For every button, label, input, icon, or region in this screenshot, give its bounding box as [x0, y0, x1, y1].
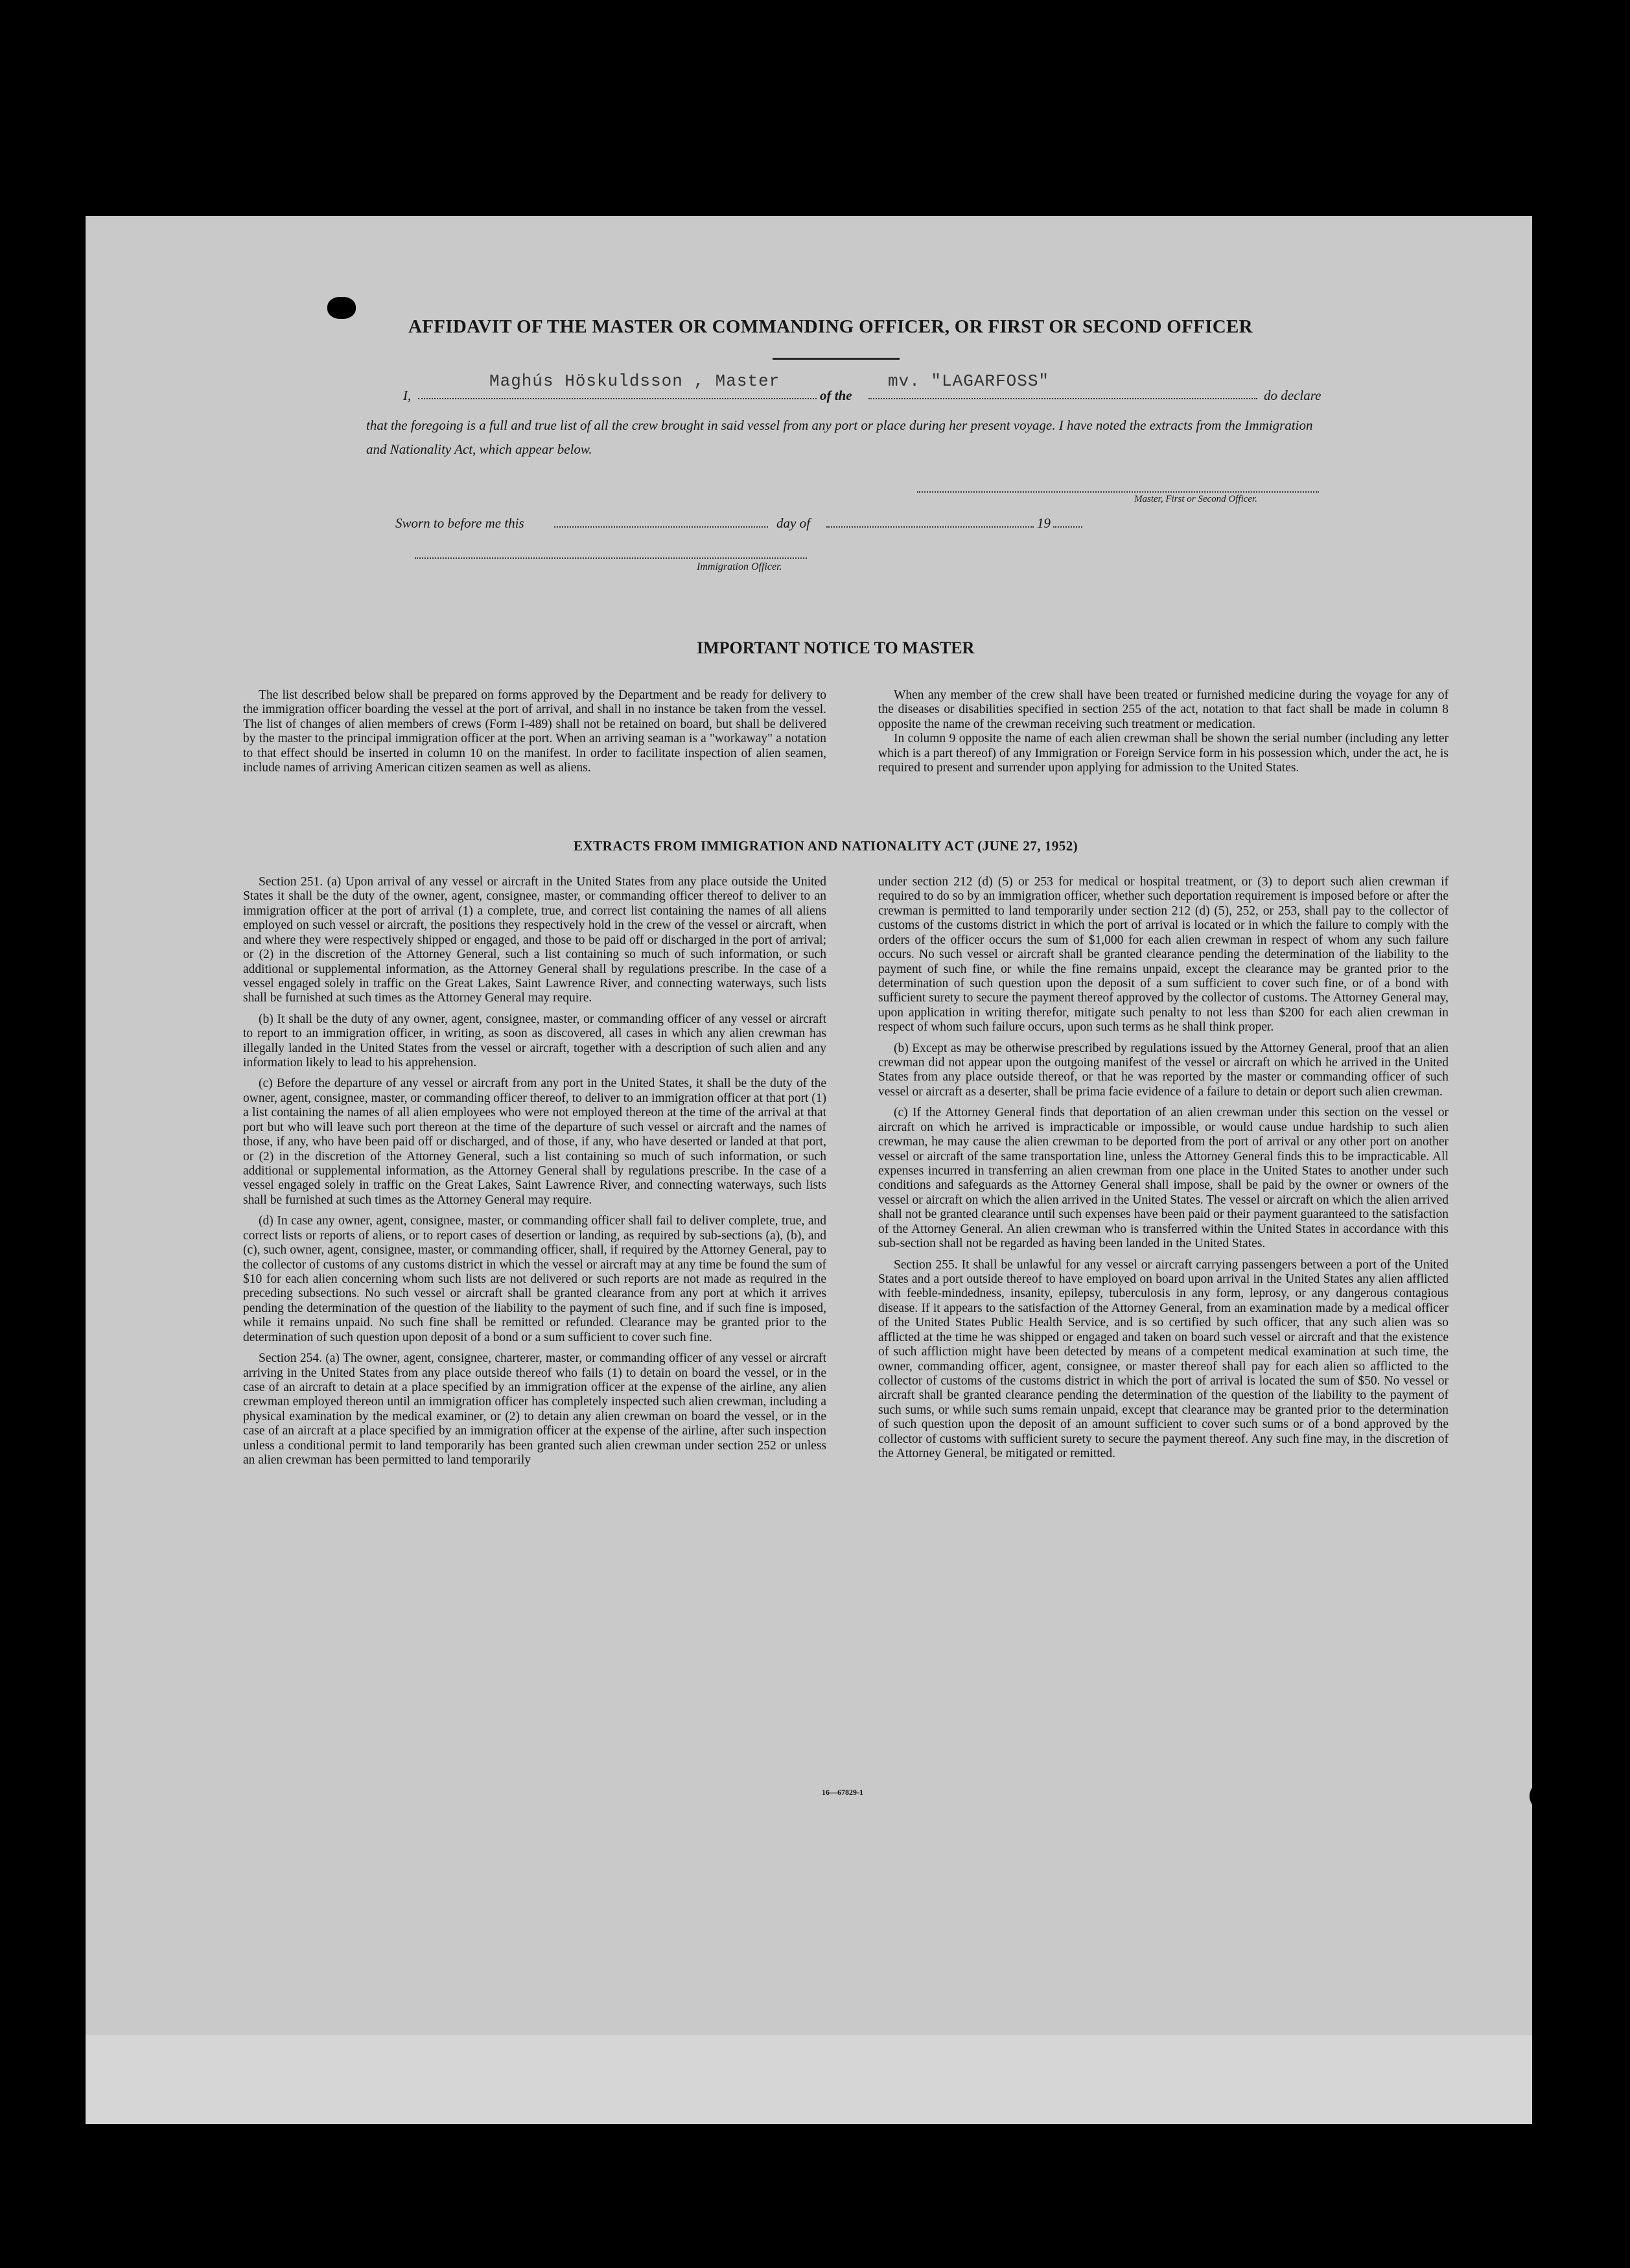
notice-right-column — [878, 688, 1449, 782]
sworn-year-line — [1053, 526, 1082, 528]
extracts-title: EXTRACTS FROM IMMIGRATION AND NATIONALITY ACT (JUNE 27, 1952) — [574, 838, 1078, 854]
vessel-line — [868, 398, 1257, 399]
i-label: I, — [403, 388, 412, 403]
punch-hole-5 — [1541, 1256, 1570, 1286]
day-of-label: day of — [776, 515, 810, 531]
master-signature-label: Master, First or Second Officer. — [1134, 494, 1257, 504]
vessel-name-value: mv. "LAGARFOSS" — [888, 371, 1050, 391]
master-signature-line — [917, 491, 1319, 493]
section-paragraph: Section 254. (a) The owner, agent, consignee, charterer, master, or commanding officer of any vessel or aircraft arriving in the United States from any place outside thereof who fails (1) to detain on board the vessel, or in the case of an aircraft to detain at a place specified by an immigration officer at the expense of the airline, any alien crewman employed thereon until an immigration officer has completely inspected such alien crewman, including a physical examination by the medical examiner, or (2) to detain any alien crewman on board the vessel, or in the case of an aircraft at a place specified by an immigration officer at the expense of the airline, after such inspection unless a conditional permit to land temporarily has been granted such alien crewman under section 252 or unless an alien crewman has been permitted to land temporarily — [243, 1351, 826, 1467]
extracts-left-column — [243, 875, 826, 1474]
section-paragraph: Section 255. It shall be unlawful for any vessel or aircraft carrying passengers between a port of the United States and a port outside thereof to have employed on board upon arrival in the United States any alien afflicted with feeble-mindedness, insanity, epilepsy, tuberculosis in any form, leprosy, or any dangerous contagious disease. If it appears to the satisfaction of the Attorney General, from an examination made by a medical officer of the United States Public Health Service, and is so certified by such officer, that any such alien was so afflicted at the time he was shipped or engaged and taken on board such vessel or aircraft and that the existence of such affliction might have been detected by means of a competent medical examination at such time, the owner, commanding officer, agent, consignee, or master thereof shall pay for each alien so afflicted to the collector of customs of the customs district in which the port of arrival is located the sum of $50. No vessel or aircraft shall be granted clearance pending the determination of the question of the liability to the payment of such sums, or while such sums remain unpaid, except that clearance may be granted prior to the determination of such question upon the deposit of an amount sufficient to cover such sums or of a bond approved by the collector of customs with sufficient surety to secure the payment thereof. Any such fine may, in the discretion of the Attorney General, be mitigated or remitted. — [878, 1257, 1449, 1461]
form-number: 16—67829-1 — [822, 1788, 863, 1797]
page-bottom-strip — [86, 2035, 1532, 2124]
sworn-month-line — [826, 526, 1034, 528]
punch-hole-8 — [1530, 1781, 1559, 1811]
extracts-right-column — [878, 875, 1449, 1467]
officer-label: Immigration Officer. — [697, 561, 782, 572]
officer-signature-line — [415, 557, 807, 559]
punch-hole-6 — [1541, 1433, 1570, 1463]
of-the-label: of the — [820, 388, 852, 403]
section-paragraph: (b) Except as may be otherwise prescribed by regulations issued by the Attorney General, proof that an alien crewman did not appear upon the outgoing manifest of the vessel or aircraft on which he arrived in the United States from any place outside thereof, or that he was reported by the master or commanding officer of such vessel or aircraft as a deserter, shall be prima facie evidence of a failure to detain or deport such alien crewman. — [878, 1041, 1449, 1099]
notice-left-column — [243, 688, 826, 782]
notice-paragraph: When any member of the crew shall have been treated or furnished medicine during the voyage for any of the diseases or disabilities specified in section 255 of the act, notation to that fact shall be made in column 8 opposite the name of the crewman receiving such treatment or medication. — [878, 688, 1449, 731]
section-paragraph: (c) If the Attorney General finds that deportation of an alien crewman under this section on the vessel or aircraft on which he arrived is impracticable or impossible, or would cause undue hardship to such alien crewman, he may cause the alien crewman to be deported from the port of arrival or any other port on another vessel or aircraft of the same transportation line, unless the Attorney General finds this to be impracticable. All expenses incurred in transferring an alien crewman from one place in the United States to another under such conditions and safeguards as the Attorney General shall impose, shall be paid by the owner or owners of the vessel or aircraft on which the alien arrived in the United States. The vessel or aircraft on which the alien arrived shall not be granted clearance until such expenses have been paid or their payment guaranteed to the satisfaction of the Attorney General. An alien crewman who is transferred within the United States in accordance with this sub-section shall not be regarded as having been landed in the United States. — [878, 1106, 1449, 1251]
name-line — [418, 398, 817, 399]
punch-hole-4 — [1541, 821, 1570, 850]
punch-hole-9 — [1549, 1808, 1579, 1838]
sworn-label: Sworn to before me this — [395, 515, 524, 531]
section-paragraph: under section 212 (d) (5) or 253 for medical or hospital treatment, or (3) to deport such alien crewman if required to do so by an immigration officer, whether such deportation requirement is imposed before or after the crewman is permitted to land temporarily under section 212 (d) (5), 252, or 253, shall pay to the collector of customs of the customs district in which the port of arrival is located or in which the failure to comply with the orders of the officer occurs the sum of $1,000 for each alien crewman in respect of whom any such failure occurs. No such vessel or aircraft shall be granted clearance pending the determination of the liability to the payment of such fine, or while the fine remains unpaid, except the clearance may be granted prior to the determination of such question upon the deposit of a sum sufficient to cover such fine, or of a bond with sufficient surety to secure the payment thereof approved by the collector of customs. The Attorney General may, upon application in writing therefor, mitigate such penalty to not less than $200 for each alien crewman in respect of whom such failure occurs, upon such terms as he shall think proper. — [878, 875, 1449, 1035]
ink-blot — [327, 297, 356, 319]
section-paragraph: (b) It shall be the duty of any owner, agent, consignee, master, or commanding officer of any vessel or aircraft to report to an immigration officer, in writing, as soon as discovered, all cases in which any alien crewman has illegally landed in the United States from the vessel or aircraft, together with a description of such alien and any information likely to lead to his apprehension. — [243, 1012, 826, 1070]
notice-paragraph: In column 9 opposite the name of each alien crewman shall be shown the serial number (including any letter which is a part thereof) of any Immigration or Foreign Service form in his possession which, under the act, he is required to present and surrender upon applying for admission to the United States. — [878, 732, 1449, 775]
title-rule — [773, 358, 900, 360]
punch-hole-2 — [1541, 455, 1570, 485]
punch-hole-1 — [1541, 368, 1570, 398]
affidavit-title: AFFIDAVIT OF THE MASTER OR COMMANDING OFFICER, OR FIRST OR SECOND OFFICER — [408, 316, 1253, 337]
declaration-text: that the foregoing is a full and true list of all the crew brought in said vessel from any port or place during her present voyage. I have noted the extracts from the Immigration and Nationality Act, which appear below. — [366, 417, 1313, 457]
section-paragraph: Section 251. (a) Upon arrival of any vessel or aircraft in the United States from any place outside the United States it shall be the duty of the owner, agent, consignee, master, or commanding officer thereof to deliver to an immigration officer at the port of arrival (1) a complete, true, and correct list containing the names of all aliens employed on such vessel or aircraft, the positions they respectively hold in the crew of the vessel or aircraft, when and where they were respectively shipped or engaged, and those to be paid off or discharged in the port of arrival; or (2) in the discretion of the Attorney General, such a list containing so much of such information, or such additional or supplemental information, as the Attorney General shall by regulations prescribe. In the case of a vessel engaged solely in traffic on the Great Lakes, Saint Lawrence River, and connecting waterways, such lists shall be furnished at such times as the Attorney General may require. — [243, 875, 826, 1005]
punch-hole-3 — [1538, 729, 1568, 759]
notice-paragraph: The list described below shall be prepared on forms approved by the Department and be ready for delivery to the immigration officer boarding the vessel at the port of arrival, and shall in no instance be taken from the vessel. The list of changes of alien members of crews (Form I-489) shall not be retained on board, but shall be delivered by the master to the principal immigration officer at the port. When an arriving seaman is a "workaway" a notation to that effect should be inserted in column 10 on the manifest. In order to facilitate inspection of alien seamen, include names of arriving American citizen seamen as well as aliens. — [243, 688, 826, 775]
section-paragraph: (d) In case any owner, agent, consignee, master, or commanding officer shall fail to deliver complete, true, and correct lists or reports of aliens, or to report cases of desertion or landing, as required by sub-sections (a), (b), and (c), such owner, agent, consignee, master, or commanding officer, shall, if required by the Attorney General, pay to the collector of customs of any customs district in which the vessel or aircraft may at any time be found the sum of $10 for each alien concerning whom such lists are not delivered or such reports are not made as required in the preceding subsections. No such vessel or aircraft shall be granted clearance from any port at which it arrives pending the determination of the question of the liability to the payment of such fine, and if such fine is imposed, while it remains unpaid. No such fine shall be remitted or refunded. Clearance may be granted prior to the determination of such question upon deposit of a bond or a sum sufficient to cover such fine. — [243, 1214, 826, 1344]
section-paragraph: (c) Before the departure of any vessel or aircraft from any port in the United States, it shall be the duty of the owner, agent, consignee, master, or commanding officer thereof, to deliver to an immigration officer at that port (1) a list containing the names of all alien employees who were not employed thereon at the time of the arrival at that port but who will leave such port thereon at the time of the departure of such vessel or aircraft and the names of those, if any, who have been paid off or discharged, and of those, if any, who have deserted or landed at that port, or (2) in the discretion of the Attorney General, such a list containing so much of such information, or such additional or supplemental information, as the Attorney General shall by regulations prescribe. In the case of a vessel engaged solely in traffic on the Great Lakes, Saint Lawrence River, and connecting waterways, such lists shall be furnished at such times as the Attorney General may require. — [243, 1077, 826, 1207]
year-label: 19 — [1037, 515, 1051, 531]
notice-title: IMPORTANT NOTICE TO MASTER — [697, 638, 975, 657]
sworn-day-line — [554, 526, 768, 528]
punch-hole-7 — [1541, 1695, 1570, 1725]
master-name-value: Maghús Höskuldsson , Master — [489, 371, 780, 391]
do-declare-label: do declare — [1264, 388, 1321, 403]
